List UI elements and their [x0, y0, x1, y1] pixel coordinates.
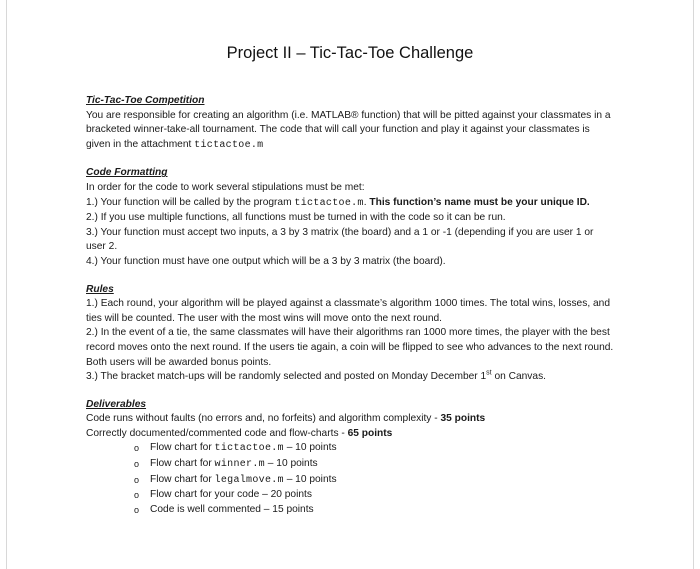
formatting-item-4: 4.) Your function must have one output which will be a 3 by 3 matrix (the board). [86, 255, 446, 267]
file-name: winner.m [214, 459, 265, 471]
rules-item-3: 3.) The bracket match-ups will be randomly selected and posted on Monday December 1st on Canvas. [86, 369, 546, 383]
formatting-item-1: 1.) Your function will be called by the program tictactoe.m. This function’s name must be your unique ID. [86, 196, 590, 209]
competition-section [86, 94, 616, 153]
list-item: o Flow chart for legalmove.m – 10 points [134, 473, 616, 489]
list-item: o Flow chart for your code – 20 points [134, 488, 616, 503]
file-name: legalmove.m [214, 474, 284, 486]
deliverables-section [86, 398, 616, 518]
rules-heading: Rules [86, 283, 114, 295]
deliverables-list [86, 441, 616, 517]
function-name-requirement: This function’s name must be your unique ID. [369, 196, 590, 208]
rules-section [86, 283, 616, 385]
formatting-section [86, 166, 616, 269]
formatting-item-2: 2.) If you use multiple functions, all functions must be turned in with the code so it can be run. [86, 212, 506, 224]
list-item: o Code is well commented – 15 points [134, 503, 616, 518]
formatting-item-3: 3.) Your function must accept two inputs, a 3 by 3 matrix (the board) and a 1 or -1 (depending if you are user 1 or user 2. [86, 226, 594, 253]
file-name: tictactoe.m [214, 443, 284, 455]
page-border-right [693, 0, 694, 569]
deliverables-line-1: Code runs without faults (no errors and, no forfeits) and algorithm complexity - 35 points [86, 413, 486, 425]
competition-heading: Tic-Tac-Toe Competition [86, 95, 205, 106]
file-name: tictactoe.m [294, 197, 364, 209]
deliverables-heading: Deliverables [86, 398, 147, 410]
page-border-left [6, 0, 7, 569]
formatting-heading: Code Formatting [86, 167, 168, 179]
rules-item-1: 1.) Each round, your algorithm will be played against a classmate’s algorithm 1000 times. The total wins, losses, and ties will be counted. The user with the most wins will move onto the next round. [86, 298, 610, 324]
list-item: o Flow chart for tictactoe.m – 10 points [134, 441, 616, 457]
competition-text: You are responsible for creating an algorithm (i.e. MATLAB® function) that will be pitted against your classmates in a bracketed winner-take-all tournament. The code that will call your function and play it against your classmates is given in the attachment tictactoe.m [86, 109, 611, 151]
file-name: tictactoe.m [194, 139, 264, 151]
page-title: Project II – Tic-Tac-Toe Challenge [226, 44, 474, 62]
rules-item-2: 2.) In the event of a tie, the same classmates will have their algorithms ran 1000 more times, the player with the best record moves onto the next round. If the users tie again, a coin will be flipped to see who advances to the next round. Both users will be awarded bonus points. [86, 327, 614, 368]
list-item: o Flow chart for winner.m – 10 points [134, 457, 616, 473]
document-body [86, 94, 616, 530]
deliverables-line-2: Correctly documented/commented code and flow-charts - 65 points [86, 427, 393, 439]
formatting-intro: In order for the code to work several stipulations must be met: [86, 181, 365, 193]
